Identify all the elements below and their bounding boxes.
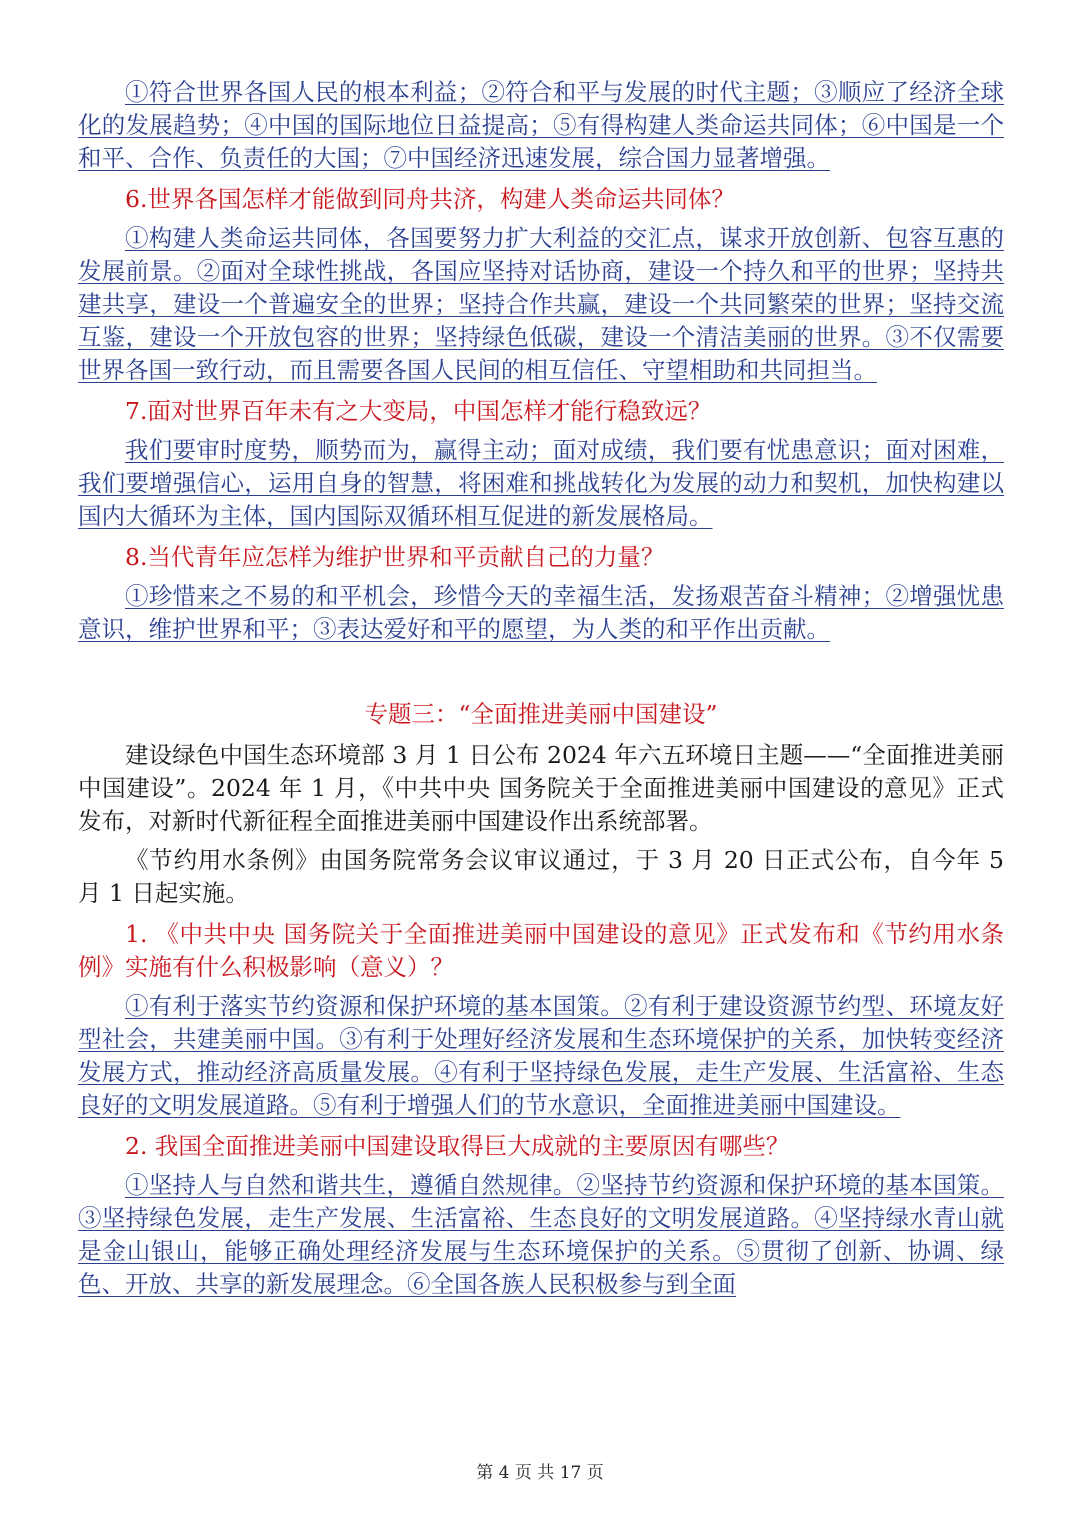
answer-paragraph: ①构建人类命运共同体，各国要努力扩大利益的交汇点，谋求开放创新、包容互惠的发展前景。②面对全球性挑战，各国应坚持对话协商，建设一个持久和平的世界；坚持共建共享，建设一个普遍安全的世界；坚持合作共赢，建设一个共同繁荣的世界；坚持交流互鉴，建设一个开放包容的世界；坚持绿色低碳，建设一个清洁美丽的世界。③不仅需要世界各国一致行动，而且需要各国人民间的相互信任、守望相助和共同担当。 — [78, 224, 1004, 384]
question-2: 2. 我国全面推进美丽中国建设取得巨大成就的主要原因有哪些？ — [125, 1132, 790, 1160]
section-heading: 专题三：“全面推进美丽中国建设” — [364, 700, 718, 728]
answer-paragraph: ①珍惜来之不易的和平机会，珍惜今天的幸福生活，发扬艰苦奋斗精神；②增强忧患意识，维护世界和平；③表达爱好和平的愿望，为人类的和平作出贡献。 — [78, 582, 1004, 643]
question-7: 7.面对世界百年未有之大变局，中国怎样才能行稳致远？ — [125, 397, 712, 425]
answer-paragraph: ①坚持人与自然和谐共生，遵循自然规律。②坚持节约资源和保护环境的基本国策。③坚持绿色发展，走生产发展、生活富裕、生态良好的文明发展道路。④坚持绿水青山就是金山银山，能够正确处理经济发展与生态环境保护的关系。⑤贯彻了创新、协调、绿色、开放、共享的新发展理念。⑥全国各族人民积极参与到全面 — [78, 1171, 1004, 1298]
question-6: 6.世界各国怎样才能做到同舟共济，构建人类命运共同体？ — [125, 185, 735, 213]
question-1: 1. 《中共中央 国务院关于全面推进美丽中国建设的意见》正式发布和《节约用水条例》实施有什么积极影响（意义）？ — [78, 920, 1004, 981]
answer-paragraph: ①符合世界各国人民的根本利益；②符合和平与发展的时代主题；③顺应了经济全球化的发展趋势；④中国的国际地位日益提高；⑤有得构建人类命运共同体；⑥中国是一个和平、合作、负责任的大国；⑦中国经济迅速发展，综合国力显著增强。 — [78, 78, 1004, 172]
answer-paragraph: ①有利于落实节约资源和保护环境的基本国策。②有利于建设资源节约型、环境友好型社会，共建美丽中国。③有利于处理好经济发展和生态环境保护的关系，加快转变经济发展方式，推动经济高质量发展。④有利于坚持绿色发展，走生产发展、生活富裕、生态良好的文明发展道路。⑤有利于增强人们的节水意识，全面推进美丽中国建设。 — [78, 992, 1004, 1119]
intro-paragraph: 建设绿色中国生态环境部 3 月 1 日公布 2024 年六五环境日主题——“全面推进美丽中国建设”。2024 年 1 月，《中共中央 国务院关于全面推进美丽中国建设的意见》正式发布，对新时代新征程全面推进美丽中国建设作出系统部署。 — [78, 741, 1004, 835]
intro-paragraph: 《节约用水条例》由国务院常务会议审议通过，于 3 月 20 日正式公布，自今年 5 月 1 日起实施。 — [78, 846, 1004, 907]
answer-paragraph: 我们要审时度势，顺势而为，赢得主动；面对成绩，我们要有忧患意识；面对困难，我们要增强信心，运用自身的智慧，将困难和挑战转化为发展的动力和契机，加快构建以国内大循环为主体，国内国际双循环相互促进的新发展格局。 — [78, 436, 1004, 530]
question-8: 8.当代青年应怎样为维护世界和平贡献自己的力量？ — [125, 543, 665, 571]
page-footer: 第 4 页 共 17 页 — [476, 1463, 604, 1483]
